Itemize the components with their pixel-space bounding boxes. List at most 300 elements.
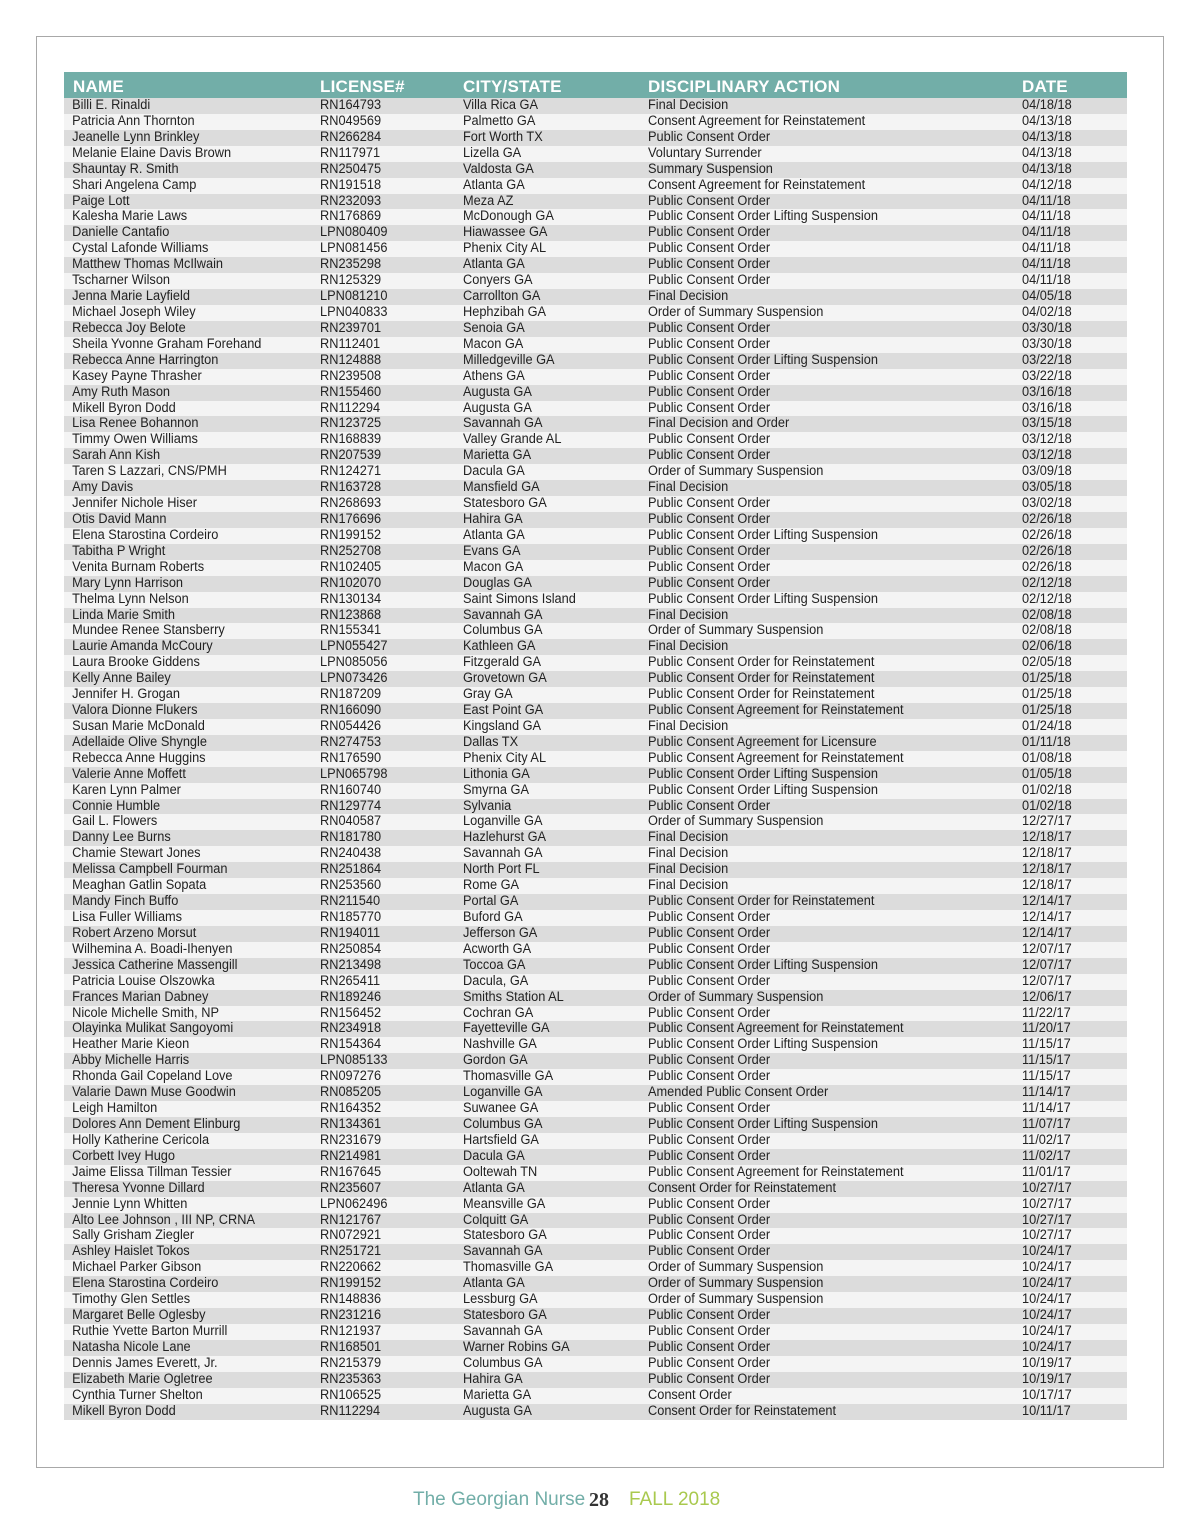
cell-city-state: Loganville GA [463, 814, 543, 830]
table-row [64, 1197, 1127, 1213]
cell-date: 10/24/17 [1022, 1292, 1072, 1308]
table-row [64, 194, 1127, 210]
cell-city-state: Loganville GA [463, 1085, 543, 1101]
table-row [64, 1276, 1127, 1292]
cell-action: Order of Summary Suspension [648, 814, 824, 830]
cell-name: Chamie Stewart Jones [72, 846, 201, 862]
table-row [64, 401, 1127, 417]
cell-license: RN213498 [320, 957, 382, 973]
cell-license: RN231216 [320, 1308, 382, 1324]
table-row [64, 799, 1127, 815]
cell-date: 03/15/18 [1022, 416, 1072, 432]
cell-date: 12/14/17 [1022, 894, 1072, 910]
cell-action: Public Consent Order [648, 1355, 771, 1371]
cell-date: 10/24/17 [1022, 1260, 1072, 1276]
cell-license: LPN065798 [320, 766, 388, 782]
cell-name: Mundee Renee Stansberry [72, 623, 225, 639]
cell-date: 04/11/18 [1022, 225, 1071, 241]
table-row [64, 1213, 1127, 1229]
cell-license: RN106525 [320, 1387, 382, 1403]
table-row [64, 1021, 1127, 1037]
cell-name: Alto Lee Johnson , III NP, CRNA [72, 1212, 255, 1228]
cell-date: 02/08/18 [1022, 623, 1072, 639]
cell-city-state: Meza AZ [463, 193, 514, 209]
cell-license: RN124271 [320, 464, 382, 480]
cell-city-state: Hartsfield GA [463, 1132, 539, 1148]
table-row [64, 1388, 1127, 1404]
cell-license: LPN073426 [320, 671, 388, 687]
cell-date: 10/24/17 [1022, 1323, 1072, 1339]
page-number: 28 [589, 1489, 609, 1511]
cell-name: Theresa Yvonne Dillard [72, 1180, 205, 1196]
table-row [64, 1292, 1127, 1308]
cell-action: Public Consent Order [648, 320, 771, 336]
cell-license: RN235607 [320, 1180, 382, 1196]
table-row [64, 337, 1127, 353]
cell-license: RN232093 [320, 193, 382, 209]
cell-name: Elizabeth Marie Ogletree [72, 1371, 213, 1387]
cell-name: Heather Marie Kieon [72, 1037, 190, 1053]
table-row [64, 830, 1127, 846]
table-row [64, 146, 1127, 162]
cell-action: Public Consent Order Lifting Suspension [648, 766, 878, 782]
header-name: NAME [73, 77, 124, 96]
cell-action: Public Consent Order Lifting Suspension [648, 1117, 878, 1132]
cell-action: Order of Summary Suspension [648, 1276, 824, 1292]
cell-name: Nicole Michelle Smith, NP [72, 1005, 219, 1021]
cell-date: 04/11/18 [1022, 193, 1071, 209]
cell-license: RN129774 [320, 798, 382, 814]
cell-date: 03/22/18 [1022, 368, 1072, 384]
cell-city-state: Columbus GA [463, 623, 543, 639]
table-row [64, 305, 1127, 321]
cell-license: LPN081456 [320, 241, 388, 257]
cell-license: RN266284 [320, 129, 382, 145]
cell-city-state: Cochran GA [463, 1005, 534, 1021]
cell-name: Elena Starostina Cordeiro [72, 527, 219, 543]
cell-action: Public Consent Order [648, 448, 771, 464]
header-city-state: CITY/STATE [463, 77, 562, 96]
cell-date: 10/24/17 [1022, 1276, 1072, 1292]
table-row [64, 1260, 1127, 1276]
table-row [64, 894, 1127, 910]
cell-license: RN154364 [320, 1037, 382, 1053]
cell-action: Public Consent Order [648, 1148, 771, 1164]
cell-date: 01/05/18 [1022, 766, 1072, 782]
cell-city-state: Thomasville GA [463, 1260, 554, 1276]
cell-city-state: Senoia GA [463, 320, 525, 336]
cell-license: LPN080409 [320, 225, 388, 241]
cell-city-state: Gordon GA [463, 1053, 528, 1069]
cell-city-state: Villa Rica GA [463, 98, 538, 113]
cell-city-state: Statesboro GA [463, 1228, 547, 1244]
table-row [64, 1324, 1127, 1340]
cell-action: Public Consent Order for Reinstatement [648, 894, 875, 910]
cell-license: RN181780 [320, 830, 382, 846]
cell-action: Public Consent Order for Reinstatement [648, 671, 875, 687]
cell-name: Valarie Dawn Muse Goodwin [72, 1085, 236, 1101]
cell-date: 04/13/18 [1022, 113, 1072, 129]
table-row [64, 1228, 1127, 1244]
cell-date: 03/12/18 [1022, 432, 1072, 448]
cell-city-state: Fort Worth TX [463, 129, 543, 145]
cell-date: 11/15/17 [1022, 1053, 1071, 1069]
cell-name: Mikell Byron Dodd [72, 400, 176, 416]
cell-date: 11/01/17 [1022, 1164, 1071, 1180]
table-row [64, 1308, 1127, 1324]
header-license: LICENSE# [320, 77, 405, 96]
table-row [64, 783, 1127, 799]
cell-date: 12/14/17 [1022, 925, 1072, 941]
cell-city-state: Atlanta GA [463, 1180, 525, 1196]
cell-license: RN189246 [320, 989, 382, 1005]
cell-name: Venita Burnam Roberts [72, 559, 205, 575]
cell-license: RN125329 [320, 273, 382, 289]
cell-city-state: Douglas GA [463, 575, 532, 591]
cell-action: Public Consent Agreement for Reinstatement [648, 1164, 904, 1180]
cell-action: Public Consent Order [648, 1196, 771, 1212]
cell-license: RN163728 [320, 480, 382, 496]
cell-license: RN168501 [320, 1339, 382, 1355]
cell-action: Public Consent Agreement for Reinstatement [648, 750, 904, 766]
cell-city-state: Sylvania [463, 798, 512, 814]
cell-license: RN239701 [320, 320, 382, 336]
cell-license: RN155341 [320, 623, 382, 639]
cell-action: Final Decision [648, 607, 729, 623]
cell-name: Michael Parker Gibson [72, 1260, 202, 1276]
cell-action: Public Consent Order [648, 1132, 771, 1148]
cell-name: Karen Lynn Palmer [72, 782, 181, 798]
table-row [64, 1356, 1127, 1372]
cell-date: 02/12/18 [1022, 591, 1072, 607]
cell-city-state: Phenix City AL [463, 750, 547, 766]
cell-action: Public Consent Order [648, 1212, 771, 1228]
cell-date: 11/14/17 [1022, 1085, 1071, 1101]
cell-license: RN072921 [320, 1228, 382, 1244]
table-row [64, 1117, 1127, 1133]
cell-license: RN054426 [320, 718, 382, 734]
cell-license: RN251864 [320, 862, 382, 878]
cell-name: Laurie Amanda McCoury [72, 639, 213, 655]
cell-action: Public Consent Order [648, 241, 771, 257]
cell-name: Jessica Catherine Massengill [72, 957, 238, 973]
cell-city-state: Savannah GA [463, 416, 543, 432]
cell-city-state: Warner Robins GA [463, 1339, 570, 1355]
table-row [64, 353, 1127, 369]
cell-action: Final Decision and Order [648, 416, 790, 432]
cell-action: Public Consent Order [648, 400, 771, 416]
table-row [64, 1085, 1127, 1101]
cell-action: Public Consent Order [648, 941, 771, 957]
table-row [64, 974, 1127, 990]
cell-action: Final Decision [648, 830, 729, 846]
cell-city-state: Colquitt GA [463, 1212, 529, 1228]
cell-city-state: Lithonia GA [463, 766, 530, 782]
cell-city-state: Dacula, GA [463, 973, 529, 989]
table-row [64, 289, 1127, 305]
cell-action: Consent Order for Reinstatement [648, 1180, 837, 1196]
table-row [64, 623, 1127, 639]
cell-action: Order of Summary Suspension [648, 1292, 824, 1308]
cell-name: Taren S Lazzari, CNS/PMH [72, 464, 227, 480]
cell-name: Tabitha P Wright [72, 543, 166, 559]
cell-action: Public Consent Order [648, 129, 771, 145]
cell-city-state: Milledgeville GA [463, 352, 555, 368]
table-row [64, 385, 1127, 401]
cell-action: Public Consent Order [648, 1323, 771, 1339]
table-row [64, 114, 1127, 130]
cell-name: Holly Katherine Cericola [72, 1132, 210, 1148]
table-row [64, 257, 1127, 273]
cell-date: 03/30/18 [1022, 336, 1072, 352]
table-row [64, 1181, 1127, 1197]
cell-name: Sheila Yvonne Graham Forehand [72, 336, 262, 352]
cell-date: 12/07/17 [1022, 941, 1072, 957]
cell-action: Public Consent Order [648, 575, 771, 591]
cell-date: 10/24/17 [1022, 1339, 1072, 1355]
table-row [64, 209, 1127, 225]
table-row [64, 480, 1127, 496]
table-row [64, 1244, 1127, 1260]
table-row [64, 990, 1127, 1006]
table-row [64, 1053, 1127, 1069]
cell-date: 03/16/18 [1022, 384, 1072, 400]
cell-city-state: Savannah GA [463, 846, 543, 862]
cell-action: Consent Agreement for Reinstatement [648, 113, 866, 129]
cell-license: RN130134 [320, 591, 382, 607]
table-row [64, 767, 1127, 783]
table-row [64, 878, 1127, 894]
cell-action: Public Consent Agreement for Reinstatement [648, 1021, 904, 1037]
cell-date: 11/20/17 [1022, 1021, 1071, 1037]
cell-name: Wilhemina A. Boadi-Ihenyen [72, 941, 233, 957]
cell-date: 10/27/17 [1022, 1228, 1072, 1244]
cell-name: Mikell Byron Dodd [72, 1403, 176, 1419]
cell-city-state: Athens GA [463, 368, 525, 384]
cell-city-state: Carrollton GA [463, 289, 541, 305]
cell-action: Amended Public Consent Order [648, 1085, 829, 1101]
cell-city-state: Lizella GA [463, 145, 522, 161]
cell-license: RN240438 [320, 846, 382, 862]
cell-date: 03/22/18 [1022, 352, 1072, 368]
cell-action: Public Consent Agreement for Reinstatement [648, 703, 904, 719]
table-row [64, 321, 1127, 337]
cell-license: RN220662 [320, 1260, 382, 1276]
cell-name: Natasha Nicole Lane [72, 1339, 191, 1355]
cell-date: 12/18/17 [1022, 878, 1072, 894]
cell-city-state: Dacula GA [463, 464, 525, 480]
cell-action: Public Consent Order [648, 1005, 771, 1021]
cell-city-state: Savannah GA [463, 607, 543, 623]
cell-action: Public Consent Order [648, 336, 771, 352]
cell-name: Lisa Fuller Williams [72, 910, 183, 926]
table-header [64, 72, 1127, 98]
cell-action: Final Decision [648, 718, 729, 734]
cell-date: 03/16/18 [1022, 400, 1072, 416]
cell-name: Patricia Ann Thornton [72, 113, 195, 129]
cell-license: RN156452 [320, 1005, 382, 1021]
cell-name: Jaime Elissa Tillman Tessier [72, 1164, 232, 1180]
cell-license: RN112294 [320, 400, 381, 416]
cell-city-state: Statesboro GA [463, 496, 547, 512]
cell-license: RN176696 [320, 511, 382, 527]
cell-city-state: Fayetteville GA [463, 1021, 550, 1037]
cell-date: 12/27/17 [1022, 814, 1072, 830]
cell-license: RN097276 [320, 1069, 382, 1085]
cell-license: RN040587 [320, 814, 382, 830]
cell-action: Final Decision [648, 878, 729, 894]
table-row [64, 671, 1127, 687]
cell-action: Public Consent Order [648, 1101, 771, 1117]
cell-date: 02/06/18 [1022, 639, 1072, 655]
cell-license: RN102070 [320, 575, 382, 591]
cell-name: Corbett Ivey Hugo [72, 1148, 176, 1164]
cell-city-state: Valdosta GA [463, 161, 534, 177]
cell-license: RN251721 [320, 1244, 382, 1260]
cell-license: RN239508 [320, 368, 382, 384]
cell-license: RN187209 [320, 687, 382, 703]
cell-city-state: Augusta GA [463, 1403, 532, 1419]
cell-license: LPN062496 [320, 1196, 388, 1212]
cell-city-state: Mansfield GA [463, 480, 540, 496]
cell-name: Kalesha Marie Laws [72, 209, 188, 225]
cell-date: 12/07/17 [1022, 973, 1072, 989]
cell-date: 04/13/18 [1022, 129, 1072, 145]
cell-name: Thelma Lynn Nelson [72, 591, 189, 607]
cell-name: Kasey Payne Thrasher [72, 368, 202, 384]
table-row [64, 719, 1127, 735]
cell-city-state: Marietta GA [463, 448, 532, 464]
cell-date: 10/19/17 [1022, 1355, 1072, 1371]
cell-action: Public Consent Order [648, 1308, 771, 1324]
cell-action: Public Consent Order Lifting Suspension [648, 1037, 878, 1053]
cell-name: Patricia Louise Olszowka [72, 973, 215, 989]
cell-city-state: Buford GA [463, 910, 523, 926]
cell-date: 12/18/17 [1022, 862, 1072, 878]
cell-city-state: North Port FL [463, 862, 540, 878]
cell-action: Public Consent Order [648, 925, 771, 941]
table-row [64, 926, 1127, 942]
cell-action: Public Consent Order [648, 257, 771, 273]
cell-date: 03/30/18 [1022, 320, 1072, 336]
cell-name: Jennie Lynn Whitten [72, 1196, 188, 1212]
cell-license: RN155460 [320, 384, 382, 400]
cell-name: Sarah Ann Kish [72, 448, 161, 464]
cell-name: Susan Marie McDonald [72, 718, 205, 734]
cell-date: 01/02/18 [1022, 782, 1072, 798]
cell-name: Rebecca Joy Belote [72, 320, 186, 336]
table-row [64, 1340, 1127, 1356]
cell-date: 12/14/17 [1022, 910, 1072, 926]
cell-action: Public Consent Order Lifting Suspension [648, 527, 878, 543]
cell-date: 04/13/18 [1022, 161, 1072, 177]
cell-city-state: Fitzgerald GA [463, 655, 542, 671]
cell-city-state: Smiths Station AL [463, 989, 564, 1005]
cell-license: LPN085056 [320, 655, 388, 671]
cell-license: RN252708 [320, 543, 382, 559]
cell-name: Leigh Hamilton [72, 1101, 158, 1117]
cell-action: Final Decision [648, 289, 729, 305]
cell-license: RN121767 [320, 1212, 382, 1228]
cell-date: 10/27/17 [1022, 1180, 1072, 1196]
cell-action: Public Consent Order [648, 432, 771, 448]
page-footer [0, 1487, 1200, 1513]
cell-city-state: Hazlehurst GA [463, 830, 547, 846]
table-row [64, 608, 1127, 624]
cell-name: Lisa Renee Bohannon [72, 416, 199, 432]
cell-action: Public Consent Order [648, 973, 771, 989]
cell-date: 11/14/17 [1022, 1101, 1071, 1117]
cell-city-state: Suwanee GA [463, 1101, 539, 1117]
cell-city-state: Lessburg GA [463, 1292, 538, 1308]
table-row [64, 560, 1127, 576]
cell-license: RN148836 [320, 1292, 382, 1308]
cell-license: RN211540 [320, 894, 381, 910]
cell-license: RN235363 [320, 1371, 382, 1387]
cell-action: Public Consent Order Lifting Suspension [648, 209, 878, 225]
cell-action: Public Consent Order [648, 384, 771, 400]
cell-name: Cynthia Turner Shelton [72, 1387, 203, 1403]
table-row [64, 162, 1127, 178]
cell-name: Linda Marie Smith [72, 607, 176, 623]
cell-name: Connie Humble [72, 798, 161, 814]
cell-city-state: Ooltewah TN [463, 1164, 538, 1180]
header-date: DATE [1022, 77, 1068, 96]
table-row [64, 814, 1127, 830]
table-row [64, 512, 1127, 528]
cell-name: Ruthie Yvette Barton Murrill [72, 1323, 228, 1339]
cell-license: LPN081210 [320, 289, 388, 305]
table-row [64, 1037, 1127, 1053]
table-row [64, 178, 1127, 194]
cell-city-state: Dallas TX [463, 734, 519, 750]
cell-date: 01/24/18 [1022, 718, 1072, 734]
cell-license: RN215379 [320, 1355, 382, 1371]
cell-name: Robert Arzeno Morsut [72, 925, 197, 941]
cell-action: Final Decision [648, 639, 729, 655]
cell-date: 02/05/18 [1022, 655, 1072, 671]
cell-action: Final Decision [648, 98, 729, 113]
table-row [64, 958, 1127, 974]
cell-name: Adellaide Olive Shyngle [72, 734, 207, 750]
table-row [64, 98, 1127, 114]
cell-date: 11/02/17 [1022, 1132, 1071, 1148]
cell-license: RN234918 [320, 1021, 382, 1037]
cell-city-state: Columbus GA [463, 1355, 543, 1371]
cell-action: Public Consent Order [648, 511, 771, 527]
cell-city-state: Hephzibah GA [463, 304, 547, 320]
cell-name: Elena Starostina Cordeiro [72, 1276, 219, 1292]
cell-name: Jenna Marie Layfield [72, 289, 190, 305]
cell-action: Consent Order for Reinstatement [648, 1403, 837, 1419]
cell-name: Valerie Anne Moffett [72, 766, 186, 782]
cell-license: RN123725 [320, 416, 382, 432]
cell-license: RN049569 [320, 113, 382, 129]
cell-date: 04/11/18 [1022, 209, 1071, 225]
cell-license: RN164352 [320, 1101, 382, 1117]
cell-license: RN199152 [320, 1276, 382, 1292]
cell-name: Melanie Elaine Davis Brown [72, 145, 232, 161]
cell-date: 01/08/18 [1022, 750, 1072, 766]
cell-name: Melissa Campbell Fourman [72, 862, 228, 878]
magazine-title: The Georgian Nurse [413, 1489, 586, 1510]
cell-city-state: Phenix City AL [463, 241, 547, 257]
cell-city-state: Hiawassee GA [463, 225, 548, 241]
cell-date: 01/11/18 [1022, 734, 1071, 750]
cell-license: RN112401 [320, 336, 381, 352]
cell-action: Summary Suspension [648, 161, 773, 177]
cell-name: Jeanelle Lynn Brinkley [72, 129, 200, 145]
